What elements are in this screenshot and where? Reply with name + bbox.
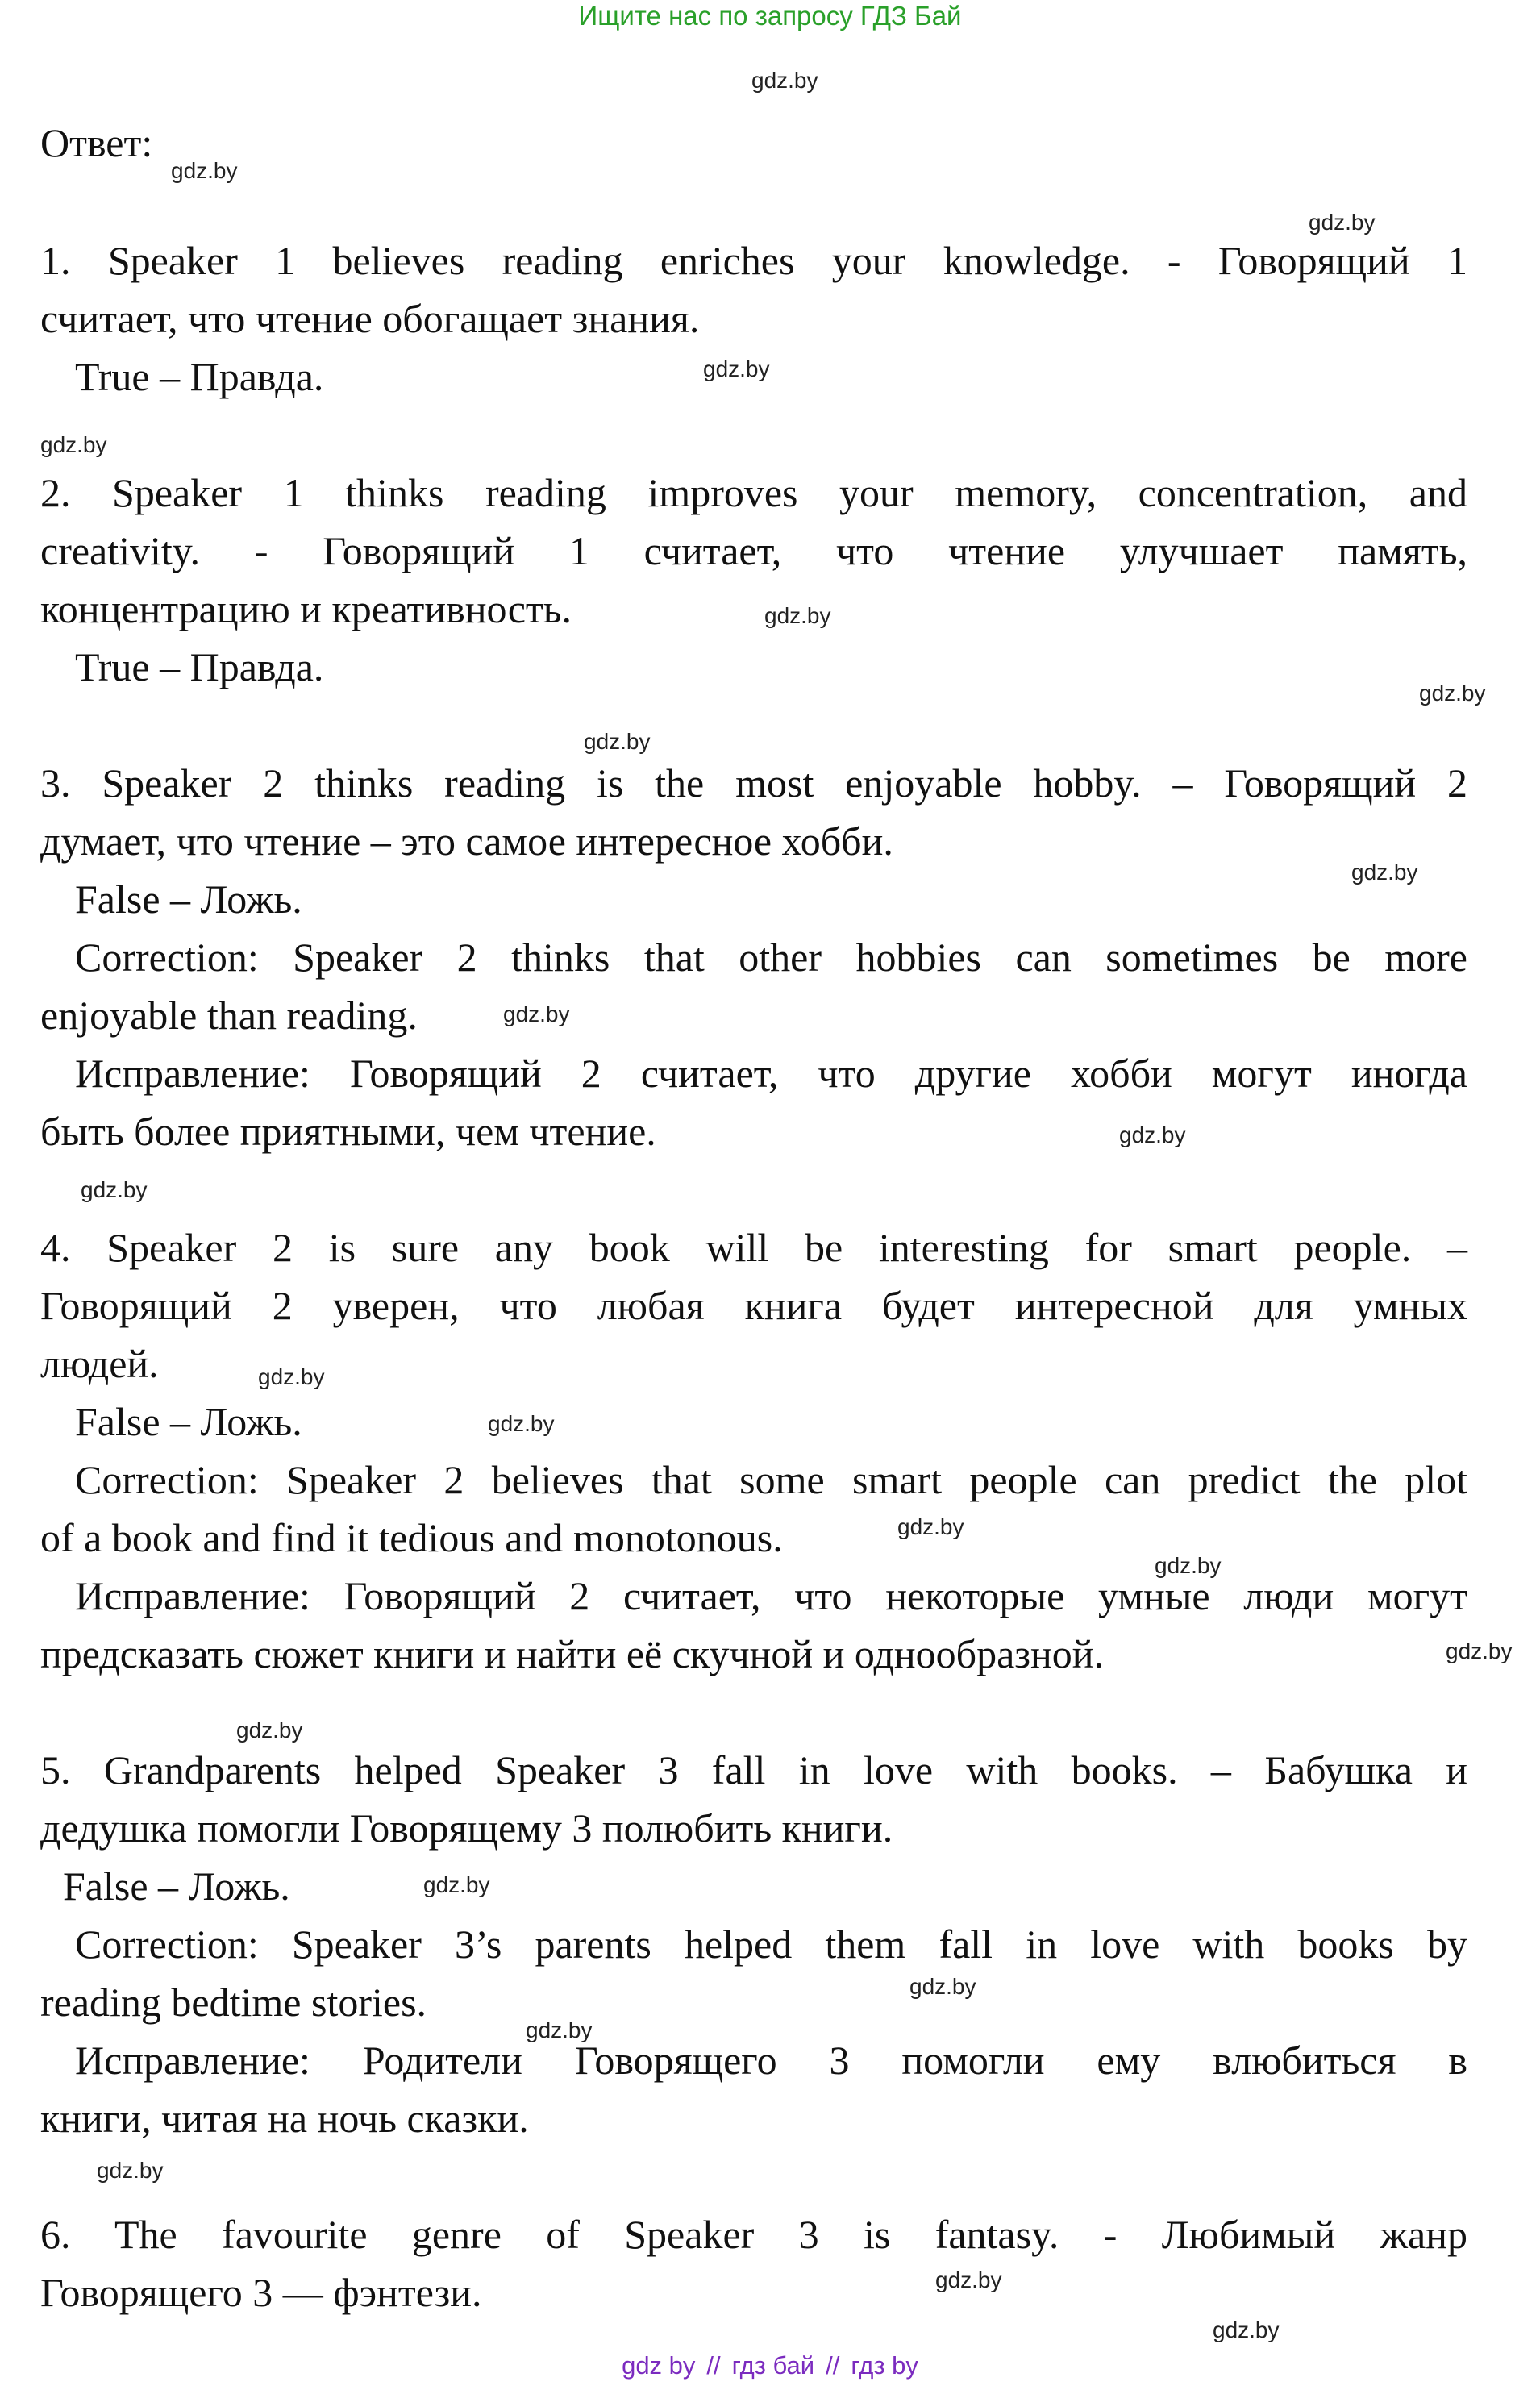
answer-3-fix-cont: быть более приятными, чем чтение. — [40, 1109, 656, 1154]
answer-4-verdict: False – Ложь. — [75, 1399, 302, 1444]
watermark: gdz.by — [1213, 2317, 1280, 2342]
footer-links — [0, 2350, 1540, 2382]
answer-line-4-cont: Говорящий 2 уверен, что любая книга будет интересной для умных — [40, 1283, 1467, 1328]
answer-line-2: 2. Speaker 1 thinks reading improves your memory, concentration, and — [40, 470, 1467, 515]
answer-3-fix: Исправление: Говорящий 2 считает, что другие хобби могут иногда — [75, 1051, 1467, 1096]
answer-4-correction: Correction: Speaker 2 believes that some smart people can predict the plot — [75, 1457, 1467, 1502]
watermark: gdz.by — [503, 1001, 570, 1026]
watermark: gdz.by — [909, 1974, 976, 1999]
watermark: gdz.by — [40, 432, 107, 457]
watermark: gdz.by — [1446, 1638, 1513, 1663]
watermark: gdz.by — [236, 1718, 303, 1743]
answer-3-correction-cont: enjoyable than reading. — [40, 993, 418, 1038]
watermark: gdz.by — [258, 1364, 325, 1389]
watermark: gdz.by — [1309, 210, 1376, 235]
watermark: gdz.by — [81, 1177, 148, 1202]
site-banner[interactable]: Ищите нас по запросу ГДЗ Бай — [578, 1, 962, 31]
watermark: gdz.by — [488, 1411, 555, 1436]
watermark: gdz.by — [1351, 860, 1418, 885]
answer-3-verdict: False – Ложь. — [75, 876, 302, 922]
footer-separator: // — [706, 2351, 721, 2380]
watermark: gdz.by — [703, 356, 770, 381]
footer-link-gdz-by-ru[interactable]: гдз by — [851, 2351, 918, 2380]
watermark: gdz.by — [97, 2158, 164, 2183]
watermark: gdz.by — [935, 2267, 1002, 2292]
answer-line-4: 4. Speaker 2 is sure any book will be interesting for smart people. – — [40, 1225, 1467, 1270]
footer-separator: // — [826, 2351, 840, 2380]
answer-line-1-cont: считает, что чтение обогащает знания. — [40, 296, 700, 341]
answer-line-6: 6. The favourite genre of Speaker 3 is fantasy. - Любимый жанр — [40, 2212, 1467, 2257]
answer-line-2-cont: creativity. - Говорящий 1 считает, что чтение улучшает память, — [40, 528, 1467, 573]
answer-2-verdict: True – Правда. — [75, 644, 324, 689]
answer-line-3-cont: думает, что чтение – это самое интересное хобби. — [40, 818, 893, 864]
footer-link-gdz-bai[interactable]: гдз бай — [731, 2351, 815, 2380]
watermark: gdz.by — [1155, 1553, 1222, 1578]
answer-5-correction-cont: reading bedtime stories. — [40, 1980, 427, 2025]
answer-5-correction: Correction: Speaker 3’s parents helped them fall in love with books by — [75, 1922, 1467, 1967]
watermark: gdz.by — [171, 158, 238, 183]
answer-line-2-end: концентрацию и креативность. — [40, 586, 572, 631]
answer-line-4-end: людей. — [40, 1341, 159, 1386]
answer-1-verdict: True – Правда. — [75, 354, 324, 399]
watermark: gdz.by — [1419, 681, 1486, 706]
watermark: gdz.by — [764, 603, 831, 628]
watermark: gdz.by — [1119, 1122, 1186, 1147]
answer-4-fix: Исправление: Говорящий 2 считает, что некоторые умные люди могут — [75, 1573, 1467, 1618]
watermark: gdz.by — [526, 2017, 593, 2042]
answer-5-fix: Исправление: Родители Говорящего 3 помогли ему влюбиться в — [75, 2038, 1467, 2083]
answer-4-fix-cont: предсказать сюжет книги и найти её скучной и однообразной. — [40, 1631, 1105, 1676]
answer-line-3: 3. Speaker 2 thinks reading is the most enjoyable hobby. – Говорящий 2 — [40, 760, 1467, 806]
watermark: gdz.by — [423, 1872, 490, 1897]
watermark: gdz.by — [584, 729, 651, 754]
answer-line-1: 1. Speaker 1 believes reading enriches your knowledge. - Говорящий 1 — [40, 238, 1467, 283]
answer-5-verdict: False – Ложь. — [63, 1863, 290, 1909]
footer-link-gdz-by[interactable]: gdz by — [622, 2351, 696, 2380]
answer-5-fix-cont: книги, читая на ночь сказки. — [40, 2096, 529, 2141]
answer-line-5-cont: дедушка помогли Говорящему 3 полюбить книги. — [40, 1805, 893, 1851]
answer-3-correction: Correction: Speaker 2 thinks that other hobbies can sometimes be more — [75, 935, 1467, 980]
answer-4-correction-cont: of a book and find it tedious and monotonous. — [40, 1515, 783, 1560]
watermark: gdz.by — [897, 1514, 964, 1539]
answer-line-5: 5. Grandparents helped Speaker 3 fall in love with books. – Бабушка и — [40, 1747, 1467, 1792]
watermark: gdz.by — [751, 68, 818, 93]
answer-line-6-cont: Говорящего 3 — фэнтези. — [40, 2270, 482, 2315]
answer-label: Ответ: — [40, 120, 153, 165]
